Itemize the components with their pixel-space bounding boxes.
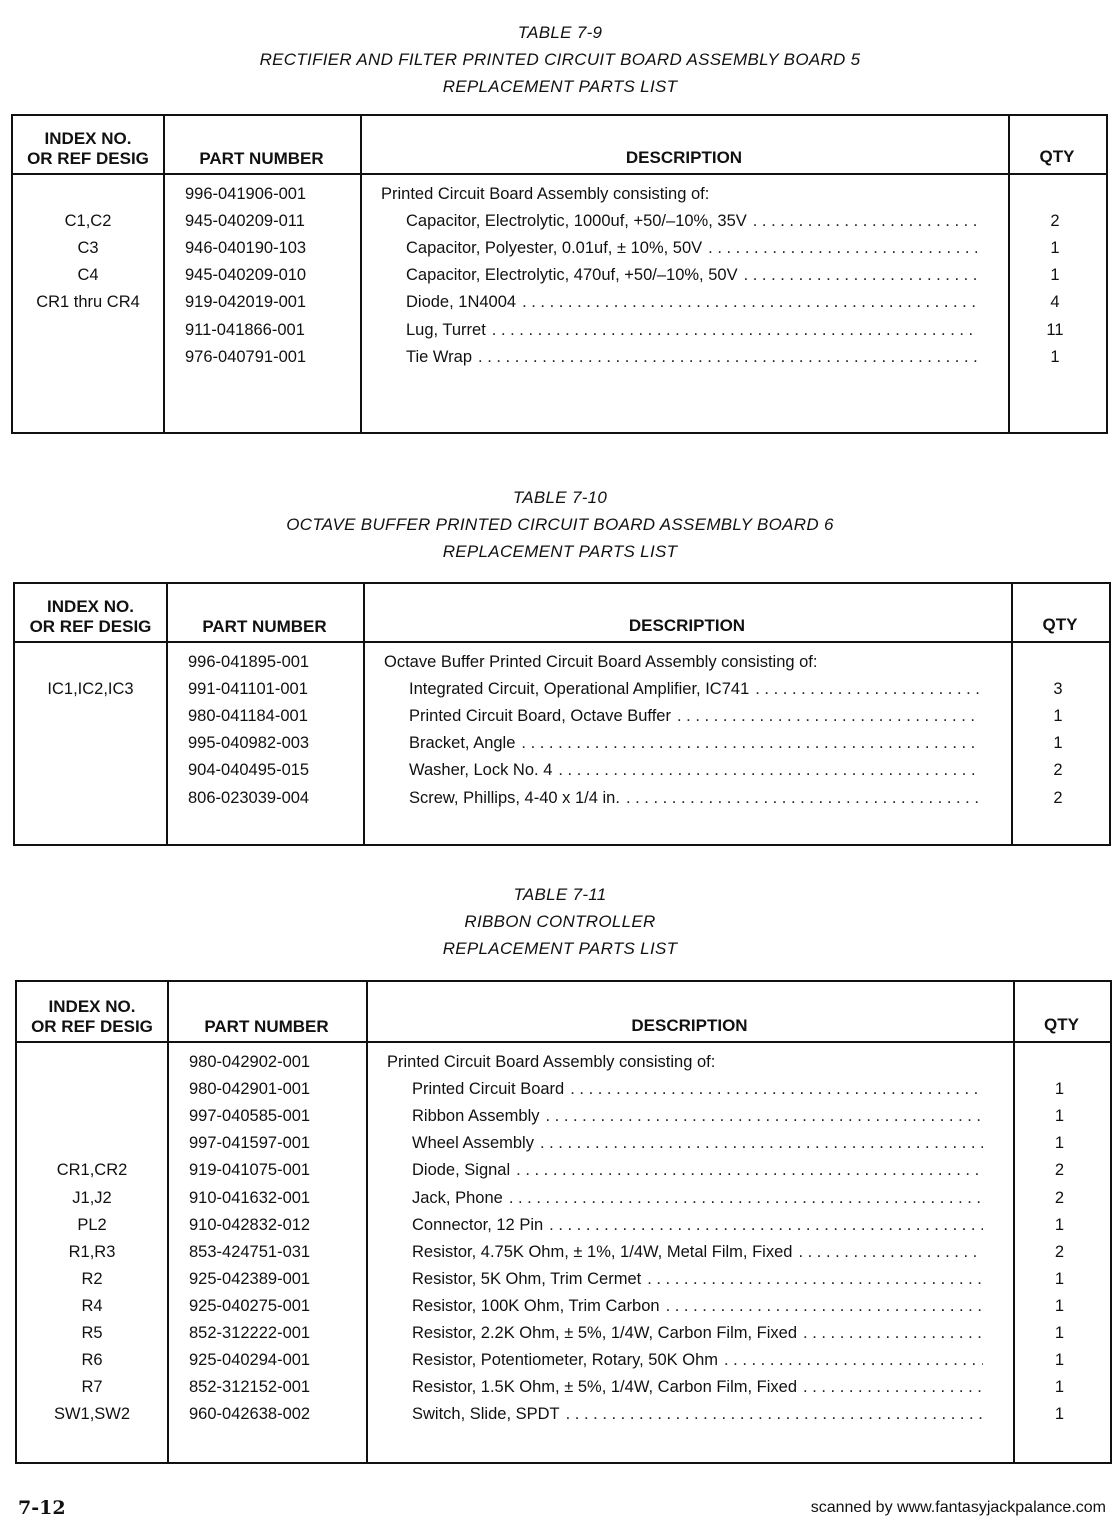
part-description bbox=[412, 1103, 983, 1130]
quantity: 1 bbox=[1054, 1080, 1065, 1099]
table-row bbox=[17, 1320, 1110, 1347]
quantity: 2 bbox=[1054, 1161, 1065, 1180]
part-number: 806-023039-004 bbox=[188, 788, 310, 807]
header-index-line1: INDEX NO. bbox=[44, 129, 132, 148]
table-caption-number: TABLE 7-11 bbox=[513, 885, 607, 904]
table-caption-number: TABLE 7-9 bbox=[517, 23, 603, 42]
ref-designator: CR1 thru CR4 bbox=[36, 293, 140, 312]
page-number: 7-12 bbox=[18, 1497, 66, 1519]
part-number: 991-041101-001 bbox=[188, 680, 308, 699]
table-row bbox=[13, 208, 1106, 235]
table-row bbox=[17, 1157, 1110, 1184]
part-description bbox=[412, 1347, 983, 1374]
table-row bbox=[17, 1212, 1110, 1239]
part-description bbox=[384, 649, 981, 676]
part-number: 980-041184-001 bbox=[188, 707, 308, 726]
part-description bbox=[406, 235, 978, 262]
description-text: Integrated Circuit, Operational Amplifier, IC741 bbox=[409, 680, 750, 699]
table-row bbox=[17, 1293, 1110, 1320]
part-description bbox=[406, 262, 978, 289]
table-caption-number: TABLE 7-10 bbox=[512, 488, 608, 507]
part-number: 925-040294-001 bbox=[189, 1351, 311, 1370]
header-description: DESCRIPTION bbox=[631, 1016, 748, 1035]
dot-leader bbox=[492, 317, 978, 344]
quantity: 11 bbox=[1046, 320, 1064, 339]
description-text: Printed Circuit Board Assembly consisting of: bbox=[381, 185, 710, 203]
description-text: Printed Circuit Board, Octave Buffer bbox=[409, 707, 671, 726]
dot-leader bbox=[798, 1239, 983, 1266]
dot-leader bbox=[724, 1347, 983, 1374]
part-number: 960-042638-002 bbox=[189, 1405, 311, 1424]
part-number: 996-041895-001 bbox=[188, 653, 310, 671]
table-row bbox=[13, 181, 1106, 208]
dot-leader bbox=[545, 1103, 983, 1130]
part-number: 980-042902-001 bbox=[189, 1053, 311, 1071]
part-number: 911-041866-001 bbox=[185, 320, 305, 339]
parts-table-7-10 bbox=[13, 582, 1111, 846]
quantity: 1 bbox=[1054, 1351, 1065, 1370]
dot-leader bbox=[666, 1293, 983, 1320]
table-row bbox=[15, 785, 1109, 812]
part-number: 925-042389-001 bbox=[189, 1269, 311, 1288]
header-divider bbox=[17, 1041, 1110, 1043]
quantity: 1 bbox=[1054, 1405, 1065, 1424]
dot-leader bbox=[516, 1157, 983, 1184]
dot-leader bbox=[708, 235, 978, 262]
dot-leader bbox=[540, 1130, 983, 1157]
description-text: Capacitor, Electrolytic, 470uf, +50/–10%, 50V bbox=[406, 266, 738, 285]
table-caption-subtitle: REPLACEMENT PARTS LIST bbox=[442, 77, 678, 96]
header-description: DESCRIPTION bbox=[625, 148, 743, 167]
dot-leader bbox=[647, 1266, 983, 1293]
part-description bbox=[409, 676, 981, 703]
quantity: 2 bbox=[1053, 788, 1063, 807]
dot-leader bbox=[549, 1212, 983, 1239]
dot-leader bbox=[753, 208, 978, 235]
ref-designator: C1,C2 bbox=[64, 212, 112, 231]
quantity: 1 bbox=[1054, 1378, 1065, 1397]
dot-leader bbox=[755, 676, 981, 703]
table-row bbox=[15, 676, 1109, 703]
quantity: 1 bbox=[1050, 239, 1060, 258]
dot-leader bbox=[677, 703, 981, 730]
description-text: Washer, Lock No. 4 bbox=[409, 761, 553, 780]
table-row bbox=[17, 1401, 1110, 1428]
header-description: DESCRIPTION bbox=[628, 616, 746, 635]
description-text: Jack, Phone bbox=[412, 1188, 503, 1207]
header-divider bbox=[15, 641, 1109, 643]
table-row bbox=[17, 1076, 1110, 1103]
description-text: Resistor, 5K Ohm, Trim Cermet bbox=[412, 1269, 642, 1288]
ref-designator: PL2 bbox=[77, 1215, 107, 1234]
quantity: 1 bbox=[1054, 1107, 1065, 1126]
description-text: Diode, Signal bbox=[412, 1161, 511, 1180]
part-number: 976-040791-001 bbox=[185, 347, 307, 366]
ref-designator: R5 bbox=[81, 1324, 103, 1342]
part-description bbox=[406, 289, 978, 316]
table-row bbox=[13, 317, 1106, 344]
table-row bbox=[17, 1374, 1110, 1401]
part-description bbox=[412, 1293, 983, 1320]
ref-designator: IC1,IC2,IC3 bbox=[47, 680, 134, 699]
part-description bbox=[412, 1320, 983, 1347]
quantity: 2 bbox=[1053, 761, 1063, 780]
part-description bbox=[412, 1401, 983, 1428]
table-row bbox=[17, 1103, 1110, 1130]
quantity: 1 bbox=[1054, 1215, 1065, 1234]
header-part-number: PART NUMBER bbox=[199, 149, 324, 168]
description-text: Bracket, Angle bbox=[409, 734, 516, 753]
dot-leader bbox=[570, 1076, 983, 1103]
ref-designator: R4 bbox=[81, 1296, 103, 1315]
dot-leader bbox=[803, 1320, 983, 1347]
part-number: 910-042832-012 bbox=[189, 1215, 311, 1234]
header-part-number: PART NUMBER bbox=[202, 617, 327, 636]
header-divider bbox=[13, 173, 1106, 175]
table-row bbox=[13, 235, 1106, 262]
description-text: Capacitor, Polyester, 0.01uf, ± 10%, 50V bbox=[406, 239, 703, 258]
table-caption-subtitle: REPLACEMENT PARTS LIST bbox=[442, 542, 678, 561]
ref-designator: J1,J2 bbox=[72, 1188, 112, 1207]
table-row bbox=[17, 1266, 1110, 1293]
ref-designator: R7 bbox=[81, 1378, 103, 1397]
part-description bbox=[406, 344, 978, 371]
description-text: Diode, 1N4004 bbox=[406, 293, 517, 312]
ref-designator: R1,R3 bbox=[68, 1242, 116, 1261]
part-description bbox=[412, 1130, 983, 1157]
header-qty: QTY bbox=[1044, 1015, 1079, 1034]
header-index bbox=[15, 597, 166, 637]
ref-designator: R2 bbox=[81, 1269, 103, 1288]
description-text: Lug, Turret bbox=[406, 320, 486, 339]
table-row bbox=[15, 757, 1109, 784]
part-description bbox=[409, 757, 981, 784]
part-number: 945-040209-010 bbox=[185, 266, 307, 285]
description-text: Ribbon Assembly bbox=[412, 1107, 540, 1126]
table-row bbox=[13, 289, 1106, 316]
dot-leader bbox=[478, 344, 978, 371]
table-caption-title: RECTIFIER AND FILTER PRINTED CIRCUIT BOARD ASSEMBLY BOARD 5 bbox=[259, 50, 861, 69]
description-text: Resistor, 1.5K Ohm, ± 5%, 1/4W, Carbon Film, Fixed bbox=[412, 1378, 798, 1397]
quantity: 3 bbox=[1053, 680, 1063, 699]
part-description bbox=[412, 1266, 983, 1293]
ref-designator: CR1,CR2 bbox=[56, 1161, 128, 1180]
dot-leader bbox=[566, 1401, 983, 1428]
table-row bbox=[15, 703, 1109, 730]
part-number: 904-040495-015 bbox=[188, 761, 310, 780]
part-description bbox=[412, 1185, 983, 1212]
part-number: 910-041632-001 bbox=[189, 1188, 311, 1207]
description-text: Resistor, 100K Ohm, Trim Carbon bbox=[412, 1296, 660, 1315]
part-number: 980-042901-001 bbox=[189, 1080, 311, 1099]
description-text: Wheel Assembly bbox=[412, 1134, 534, 1153]
header-index-line2: OR REF DESIG bbox=[31, 1017, 153, 1036]
quantity: 2 bbox=[1054, 1188, 1065, 1207]
table-caption-title: RIBBON CONTROLLER bbox=[464, 912, 656, 931]
description-text: Printed Circuit Board Assembly consisting of: bbox=[387, 1053, 716, 1071]
description-text: Resistor, Potentiometer, Rotary, 50K Ohm bbox=[412, 1351, 718, 1370]
part-description bbox=[381, 181, 978, 208]
description-text: Connector, 12 Pin bbox=[412, 1215, 544, 1234]
description-text: Screw, Phillips, 4-40 x 1/4 in. bbox=[409, 788, 620, 807]
header-qty: QTY bbox=[1039, 147, 1075, 166]
table-row bbox=[17, 1049, 1110, 1076]
header-index-line1: INDEX NO. bbox=[48, 997, 136, 1016]
part-description bbox=[412, 1212, 983, 1239]
part-number: 919-042019-001 bbox=[185, 293, 307, 312]
dot-leader bbox=[626, 785, 981, 812]
description-text: Octave Buffer Printed Circuit Board Assembly consisting of: bbox=[384, 653, 818, 671]
part-number: 995-040982-003 bbox=[188, 734, 310, 753]
header-index-line1: INDEX NO. bbox=[47, 597, 134, 616]
ref-designator: C3 bbox=[77, 239, 99, 258]
table-row bbox=[17, 1185, 1110, 1212]
part-description bbox=[406, 208, 978, 235]
table-row bbox=[13, 262, 1106, 289]
header-index-line2: OR REF DESIG bbox=[27, 149, 149, 168]
description-text: Switch, Slide, SPDT bbox=[412, 1405, 560, 1424]
part-description bbox=[412, 1157, 983, 1184]
part-number: 997-040585-001 bbox=[189, 1107, 311, 1126]
description-text: Resistor, 4.75K Ohm, ± 1%, 1/4W, Metal Film, Fixed bbox=[412, 1242, 793, 1261]
part-number: 852-312222-001 bbox=[189, 1324, 311, 1342]
dot-leader bbox=[803, 1374, 983, 1401]
quantity: 1 bbox=[1054, 1324, 1065, 1342]
table-row bbox=[13, 344, 1106, 371]
quantity: 2 bbox=[1054, 1242, 1065, 1261]
header-index-line2: OR REF DESIG bbox=[29, 617, 152, 636]
parts-table-7-11 bbox=[15, 980, 1112, 1464]
part-number: 919-041075-001 bbox=[189, 1161, 311, 1180]
table-row bbox=[15, 730, 1109, 757]
ref-designator: R6 bbox=[81, 1351, 103, 1370]
quantity: 2 bbox=[1050, 212, 1060, 231]
part-number: 996-041906-001 bbox=[185, 185, 307, 203]
table-row bbox=[17, 1130, 1110, 1157]
part-description bbox=[412, 1374, 983, 1401]
dot-leader bbox=[522, 289, 978, 316]
part-number: 853-424751-031 bbox=[189, 1242, 311, 1261]
part-description bbox=[412, 1239, 983, 1266]
table-row bbox=[17, 1239, 1110, 1266]
part-number: 852-312152-001 bbox=[189, 1378, 311, 1397]
quantity: 4 bbox=[1050, 293, 1060, 312]
header-qty: QTY bbox=[1042, 615, 1078, 634]
quantity: 1 bbox=[1053, 734, 1063, 753]
table-caption-title: OCTAVE BUFFER PRINTED CIRCUIT BOARD ASSEMBLY BOARD 6 bbox=[286, 515, 834, 534]
description-text: Tie Wrap bbox=[406, 347, 473, 366]
quantity: 1 bbox=[1050, 266, 1060, 285]
dot-leader bbox=[521, 730, 981, 757]
part-description bbox=[387, 1049, 983, 1076]
description-text: Printed Circuit Board bbox=[412, 1080, 565, 1099]
header-index bbox=[13, 129, 163, 169]
part-description bbox=[409, 785, 981, 812]
ref-designator: SW1,SW2 bbox=[53, 1405, 131, 1424]
table-row bbox=[15, 649, 1109, 676]
quantity: 1 bbox=[1053, 707, 1063, 726]
quantity: 1 bbox=[1054, 1134, 1065, 1153]
dot-leader bbox=[744, 262, 978, 289]
part-description bbox=[409, 730, 981, 757]
part-description bbox=[406, 317, 978, 344]
parts-table-7-9 bbox=[11, 114, 1108, 434]
quantity: 1 bbox=[1054, 1296, 1065, 1315]
table-row bbox=[17, 1347, 1110, 1374]
dot-leader bbox=[558, 757, 981, 784]
header-index bbox=[17, 997, 167, 1037]
part-description bbox=[409, 703, 981, 730]
description-text: Capacitor, Electrolytic, 1000uf, +50/–10%, 35V bbox=[406, 212, 747, 231]
part-number: 925-040275-001 bbox=[189, 1296, 311, 1315]
quantity: 1 bbox=[1054, 1269, 1065, 1288]
part-number: 945-040209-011 bbox=[185, 212, 305, 231]
part-number: 997-041597-001 bbox=[189, 1134, 311, 1153]
scan-credit: scanned by www.fantasyjackpalance.com bbox=[810, 1499, 1106, 1516]
ref-designator: C4 bbox=[77, 266, 99, 285]
quantity: 1 bbox=[1050, 347, 1060, 366]
part-description bbox=[412, 1076, 983, 1103]
description-text: Resistor, 2.2K Ohm, ± 5%, 1/4W, Carbon Film, Fixed bbox=[412, 1324, 798, 1342]
table-caption-subtitle: REPLACEMENT PARTS LIST bbox=[442, 939, 678, 958]
part-number: 946-040190-103 bbox=[185, 239, 307, 258]
dot-leader bbox=[509, 1185, 983, 1212]
header-part-number: PART NUMBER bbox=[204, 1017, 329, 1036]
